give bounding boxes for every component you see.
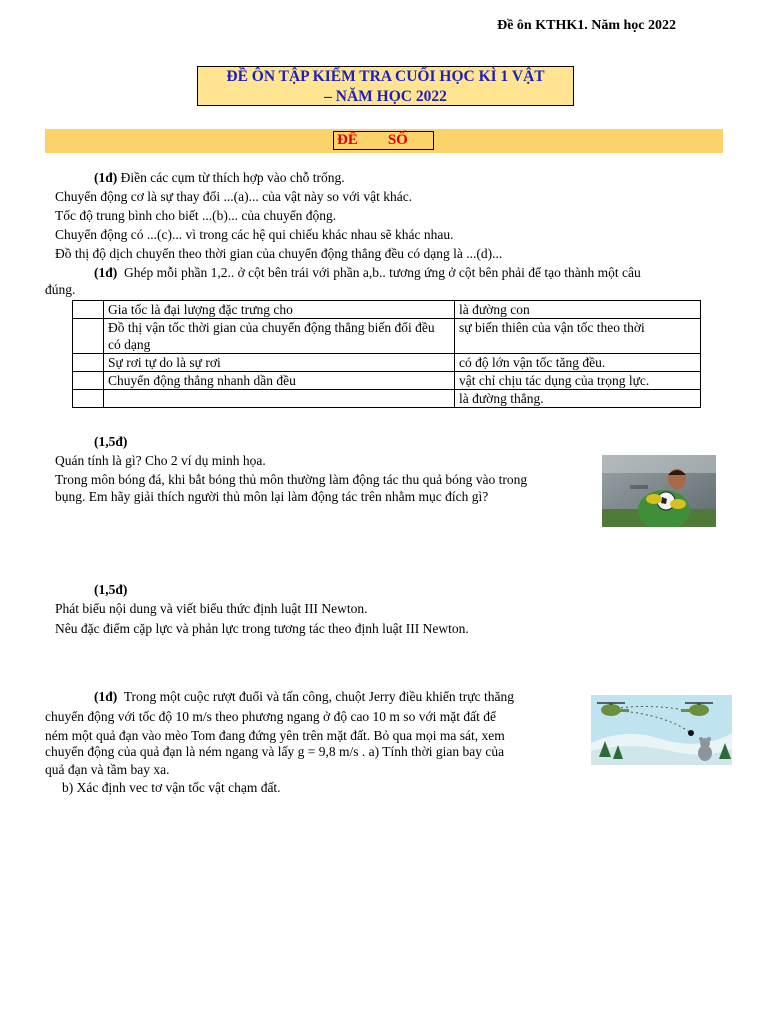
q5-first: Trong một cuộc rượt đuổi và tấn công, chuột Jerry điều khiển trực thăng	[123, 689, 514, 704]
table-cell-right: sự biến thiên của vận tốc theo thời	[455, 319, 701, 354]
q3-points: (1,5đ)	[94, 434, 128, 449]
table-cell-right: là đường con	[455, 301, 701, 319]
q1-heading	[94, 170, 345, 186]
q5-heading	[94, 689, 514, 705]
page-header: Đề ôn KTHK1. Năm học 2022	[497, 18, 676, 33]
goalkeeper-photo	[602, 455, 716, 527]
exam-title-line1: ĐỀ ÔN TẬP KIỂM TRA CUỐI HỌC KÌ 1 VẬT	[226, 68, 545, 85]
q5-part-b: b) Xác định vec tơ vận tốc vật chạm đất.	[62, 780, 281, 795]
q2-heading	[94, 265, 641, 281]
q5-points: (1đ)	[94, 689, 118, 704]
q5-line: chuyển động với tốc độ 10 m/s theo phương ngang ở độ cao 10 m so với mặt đất để	[45, 709, 496, 724]
table-cell-right: vật chỉ chịu tác dụng của trọng lực.	[455, 372, 701, 390]
table-cell-left: Chuyển động thẳng nhanh dần đều	[104, 372, 455, 390]
q3-line: Trong môn bóng đá, khi bắt bóng thủ môn thường làm động tác thu quả bóng vào trong	[55, 472, 528, 487]
q2-prompt-cont: đúng.	[45, 282, 76, 297]
de-so-label: ĐỀ SỐ	[333, 131, 434, 150]
exam-title-line2: – NĂM HỌC 2022	[324, 88, 447, 105]
q1-line: Đồ thị độ dịch chuyển theo thời gian của chuyển động thẳng đều có dạng là ...(d)...	[55, 246, 503, 261]
table-row	[73, 390, 701, 408]
q2-prompt: Ghép mỗi phần 1,2.. ở cột bên trái với phần a,b.. tương ứng ở cột bên phải để tạo thành một câu	[124, 265, 641, 280]
table-cell-right: có độ lớn vận tốc tăng đều.	[455, 354, 701, 372]
table-cell-left: Gia tốc là đại lượng đặc trưng cho	[104, 301, 455, 319]
table-cell-left: Sự rơi tự do là sự rơi	[104, 354, 455, 372]
exam-title	[197, 66, 574, 106]
q5-line: chuyển động của quả đạn là ném ngang và lấy g = 9,8 m/s . a) Tính thời gian bay của	[45, 744, 505, 759]
q5-line: ném một quả đạn vào mèo Tom đang đứng yên trên mặt đất. Bỏ qua mọi ma sát, xem	[45, 728, 505, 743]
matching-table	[72, 300, 701, 408]
table-row	[73, 354, 701, 372]
goalkeeper-illustration	[602, 455, 716, 527]
table-row	[73, 301, 701, 319]
table-cell-left: Đồ thị vận tốc thời gian của chuyển động thẳng biến đổi đều có dạng	[104, 319, 455, 354]
table-row	[73, 319, 701, 354]
q4-line: Phát biểu nội dung và viết biểu thức định luật III Newton.	[55, 601, 368, 616]
helicopter-illustration	[591, 695, 732, 765]
q3-line: bụng. Em hãy giải thích người thủ môn lại làm động tác trên nhằm mục đích gì?	[55, 489, 489, 504]
table-row	[73, 372, 701, 390]
q4-line: Nêu đặc điểm cặp lực và phản lực trong tương tác theo định luật III Newton.	[55, 621, 469, 636]
table-cell-left	[104, 390, 455, 408]
table-cell-right: là đường thẳng.	[455, 390, 701, 408]
q5-line: quả đạn và tầm bay xa.	[45, 762, 170, 777]
q3-line: Quán tính là gì? Cho 2 ví dụ minh họa.	[55, 453, 266, 468]
q1-line: Chuyển động cơ là sự thay đổi ...(a)... của vật này so với vật khác.	[55, 189, 413, 204]
q1-line: Chuyển động có ...(c)... vì trong các hệ qui chiếu khác nhau sẽ khác nhau.	[55, 227, 454, 242]
helicopter-cartoon	[591, 695, 732, 765]
q1-prompt: Điền các cụm từ thích hợp vào chỗ trống.	[120, 170, 345, 185]
q2-points: (1đ)	[94, 265, 118, 280]
q4-points: (1,5đ)	[94, 582, 128, 597]
q1-points: (1đ)	[94, 170, 118, 185]
q1-line: Tốc độ trung bình cho biết ...(b)... của chuyển động.	[55, 208, 337, 223]
